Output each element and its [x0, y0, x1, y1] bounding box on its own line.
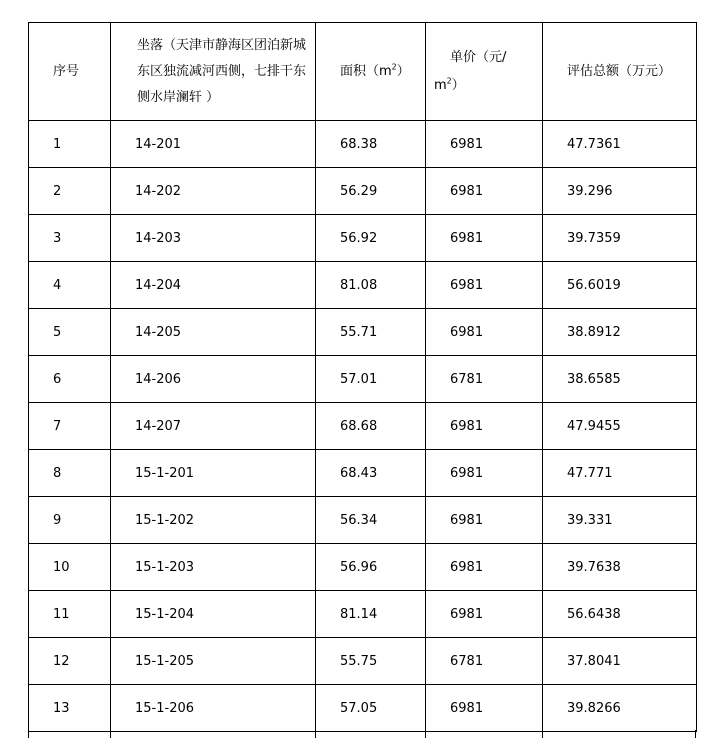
- cell-area: 57.01: [316, 356, 426, 403]
- cell-no: 9: [29, 497, 111, 544]
- table-row: [29, 591, 697, 638]
- cell-price: 6981: [426, 497, 543, 544]
- cell-location: 14-207: [111, 403, 316, 450]
- cell-location: 14-203: [111, 215, 316, 262]
- cell-total: 39.8266: [543, 685, 697, 732]
- appraisal-table-container: [28, 22, 696, 732]
- header-area-sup: 2: [391, 62, 397, 72]
- cell-price: 6981: [426, 403, 543, 450]
- header-total: 评估总额（万元）: [543, 23, 697, 121]
- cell-area: 56.29: [316, 168, 426, 215]
- header-area-prefix: 面积（m: [340, 64, 392, 79]
- cell-location: 15-1-206: [111, 685, 316, 732]
- cell-total: 47.7361: [543, 121, 697, 168]
- header-price-line2: [434, 72, 542, 100]
- cell-total: 39.331: [543, 497, 697, 544]
- cell-area: 56.34: [316, 497, 426, 544]
- header-price-sup: 2: [446, 76, 452, 86]
- cell-total: 39.296: [543, 168, 697, 215]
- cell-total: 39.7638: [543, 544, 697, 591]
- cell-total: 38.6585: [543, 356, 697, 403]
- cell-location: 15-1-202: [111, 497, 316, 544]
- table-row: [29, 403, 697, 450]
- table-row: [29, 309, 697, 356]
- header-price-line1: 单价（元/: [450, 49, 507, 65]
- cell-area: 68.68: [316, 403, 426, 450]
- cell-price: 6981: [426, 309, 543, 356]
- cell-no: 6: [29, 356, 111, 403]
- cell-no: 8: [29, 450, 111, 497]
- cell-location: 14-204: [111, 262, 316, 309]
- cell-area: 81.08: [316, 262, 426, 309]
- cell-area: 68.38: [316, 121, 426, 168]
- cell-no: 13: [29, 685, 111, 732]
- cell-price: 6981: [426, 168, 543, 215]
- table-row: [29, 638, 697, 685]
- header-area: [316, 23, 426, 121]
- cell-no: 3: [29, 215, 111, 262]
- table-header-row: [29, 23, 697, 121]
- cell-area: 55.71: [316, 309, 426, 356]
- header-location: 坐落（天津市静海区团泊新城东区独流减河西侧，七排干东侧水岸澜轩 ）: [111, 23, 316, 121]
- cell-location: 14-201: [111, 121, 316, 168]
- cell-no: 2: [29, 168, 111, 215]
- header-price: [426, 23, 543, 121]
- table-row: [29, 262, 697, 309]
- cell-total: 56.6438: [543, 591, 697, 638]
- cell-location: 15-1-201: [111, 450, 316, 497]
- cell-price: 6781: [426, 638, 543, 685]
- cell-location: 14-202: [111, 168, 316, 215]
- cell-no: 4: [29, 262, 111, 309]
- cell-no: 11: [29, 591, 111, 638]
- cell-location: 15-1-203: [111, 544, 316, 591]
- table-row: [29, 450, 697, 497]
- cell-location: 14-205: [111, 309, 316, 356]
- cell-area: 55.75: [316, 638, 426, 685]
- table-row: [29, 544, 697, 591]
- cell-area: 68.43: [316, 450, 426, 497]
- cell-no: 12: [29, 638, 111, 685]
- cell-total: 39.7359: [543, 215, 697, 262]
- cell-location: 15-1-205: [111, 638, 316, 685]
- cell-price: 6981: [426, 450, 543, 497]
- cell-location: 15-1-204: [111, 591, 316, 638]
- cell-total: 38.8912: [543, 309, 697, 356]
- cell-no: 5: [29, 309, 111, 356]
- cell-total: 37.8041: [543, 638, 697, 685]
- cell-no: 7: [29, 403, 111, 450]
- cell-area: 57.05: [316, 685, 426, 732]
- cell-no: 10: [29, 544, 111, 591]
- table-row: [29, 121, 697, 168]
- header-price-unit: m: [434, 77, 447, 93]
- table-row: [29, 497, 697, 544]
- cell-price: 6981: [426, 544, 543, 591]
- cell-total: 47.771: [543, 450, 697, 497]
- cell-area: 56.96: [316, 544, 426, 591]
- header-area-suffix: ）: [396, 64, 410, 79]
- cell-no: 1: [29, 121, 111, 168]
- header-no: 序号: [29, 23, 111, 121]
- cell-area: 81.14: [316, 591, 426, 638]
- cell-price: 6781: [426, 356, 543, 403]
- cell-total: 56.6019: [543, 262, 697, 309]
- header-price-suffix: ）: [451, 77, 465, 93]
- cell-price: 6981: [426, 121, 543, 168]
- cell-total: 47.9455: [543, 403, 697, 450]
- cell-price: 6981: [426, 685, 543, 732]
- cell-price: 6981: [426, 262, 543, 309]
- table-row: [29, 215, 697, 262]
- table-row: [29, 685, 697, 732]
- cell-price: 6981: [426, 215, 543, 262]
- appraisal-table: [28, 22, 697, 732]
- cell-area: 56.92: [316, 215, 426, 262]
- table-row: [29, 356, 697, 403]
- cell-location: 14-206: [111, 356, 316, 403]
- cell-price: 6981: [426, 591, 543, 638]
- table-row: [29, 168, 697, 215]
